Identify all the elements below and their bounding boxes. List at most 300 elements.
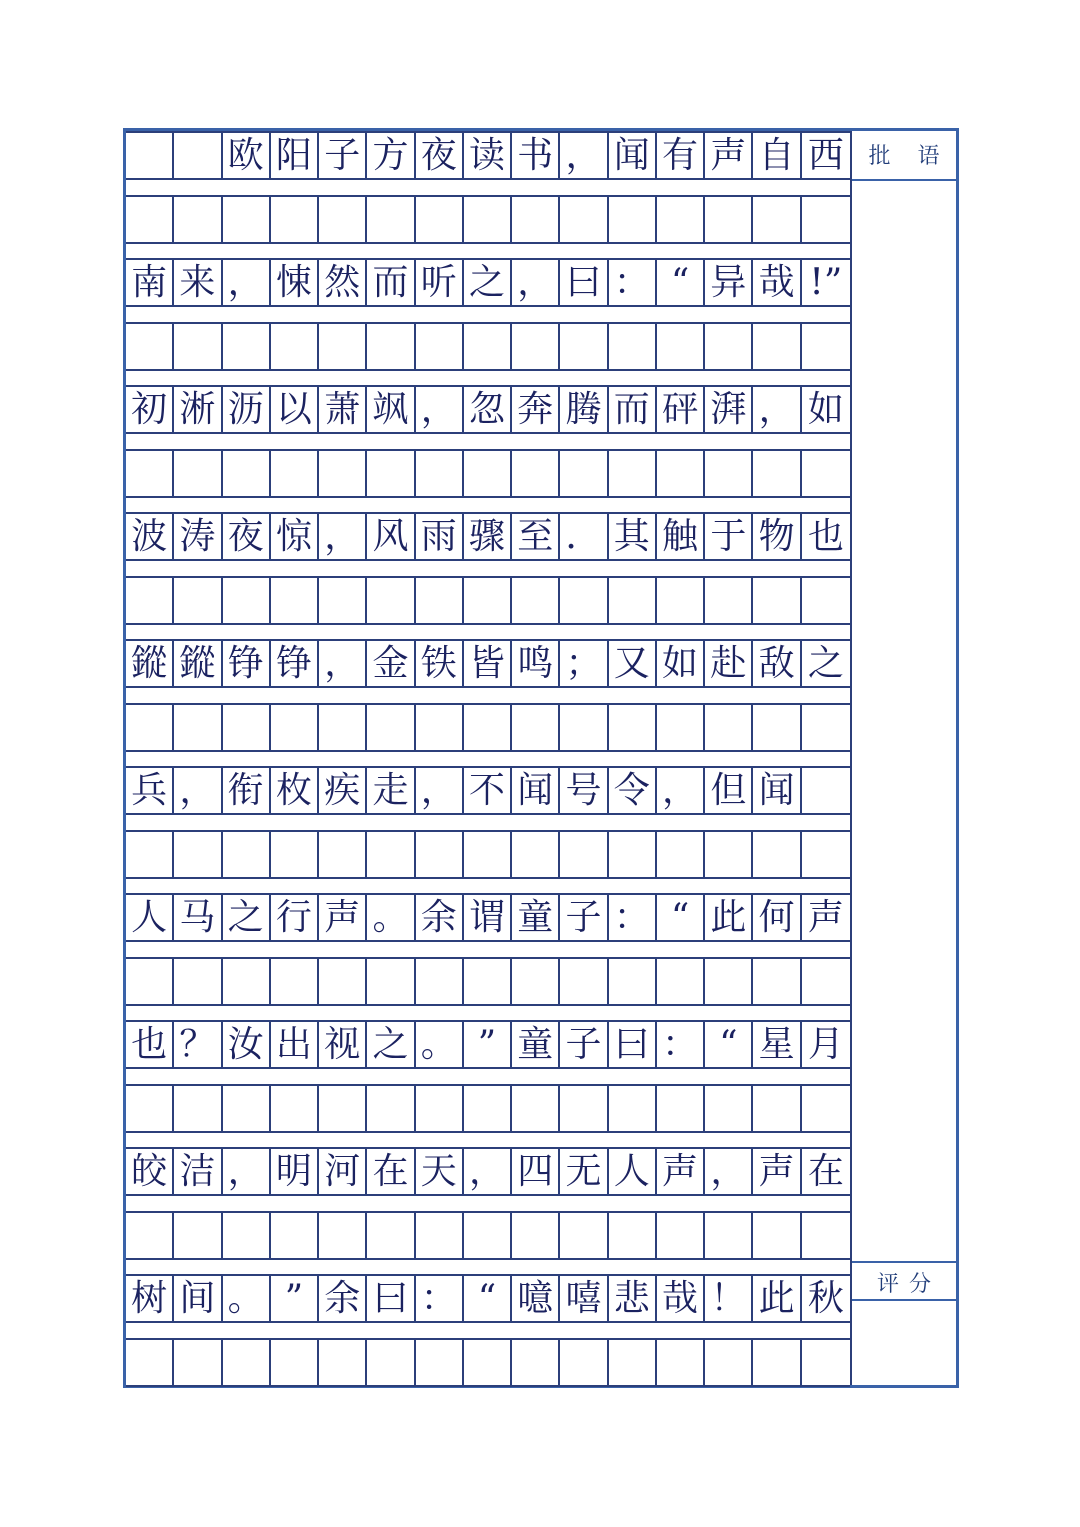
grid-cell	[512, 578, 560, 623]
grid-cell: 金	[367, 641, 415, 686]
grid-cell	[319, 832, 367, 877]
grid-cell	[512, 705, 560, 750]
character-grid	[126, 131, 850, 1385]
grid-cell	[367, 705, 415, 750]
grid-cell	[609, 832, 657, 877]
grid-cell	[223, 1340, 271, 1385]
grid-cell: 疾	[319, 768, 367, 813]
grid-cell: 子	[319, 133, 367, 178]
grid-cell: 童	[512, 895, 560, 940]
grid-cell	[464, 832, 512, 877]
grid-cell	[609, 451, 657, 496]
grid-cell: 不	[464, 768, 512, 813]
grid-cell	[609, 578, 657, 623]
grid-cell	[319, 1213, 367, 1258]
text-row	[126, 1020, 850, 1069]
comment-label: 批 语	[868, 144, 950, 169]
grid-cell	[416, 451, 464, 496]
grid-cell	[560, 1340, 608, 1385]
grid-cell	[271, 578, 319, 623]
grid-cell: 谓	[464, 895, 512, 940]
grid-cell: 读	[464, 133, 512, 178]
grid-cell	[802, 197, 850, 242]
grid-cell	[319, 1340, 367, 1385]
grid-cell	[416, 578, 464, 623]
grid-cell	[126, 1213, 174, 1258]
grid-cell: 方	[367, 133, 415, 178]
blank-row	[126, 449, 850, 498]
grid-cell: 惊	[271, 514, 319, 559]
grid-cell: 敌	[753, 641, 801, 686]
grid-cell: 四	[512, 1149, 560, 1194]
grid-cell	[560, 832, 608, 877]
grid-cell: 声	[705, 133, 753, 178]
grid-cell: 汝	[223, 1022, 271, 1067]
grid-cell: 走	[367, 768, 415, 813]
grid-cell: 雨	[416, 514, 464, 559]
grid-cell	[416, 324, 464, 369]
grid-cell: 秋	[807, 1277, 844, 1319]
grid-cell: 忽	[464, 387, 512, 432]
grid-cell: 但	[705, 768, 753, 813]
grid-cell	[126, 1086, 174, 1131]
grid-cell	[319, 705, 367, 750]
grid-cell	[560, 959, 608, 1004]
grid-cell: 曰	[609, 1022, 657, 1067]
grid-cell: 月	[807, 1023, 844, 1065]
grid-cell: ，	[223, 1149, 271, 1194]
grid-cell	[174, 451, 222, 496]
grid-cell: 有	[657, 133, 705, 178]
grid-cell: 出	[271, 1022, 319, 1067]
grid-cell: 闻	[609, 133, 657, 178]
grid-cell	[319, 324, 367, 369]
grid-cell	[174, 705, 222, 750]
grid-cell	[464, 1340, 512, 1385]
grid-cell: 余	[416, 895, 464, 940]
grid-cell	[512, 324, 560, 369]
grid-cell	[705, 1213, 753, 1258]
grid-cell	[223, 1086, 271, 1131]
grid-cell	[705, 832, 753, 877]
grid-cell: 异	[705, 260, 753, 305]
grid-cell	[464, 451, 512, 496]
grid-cell	[705, 197, 753, 242]
grid-cell	[753, 324, 801, 369]
grid-cell	[609, 1086, 657, 1131]
grid-cell: 声	[807, 896, 844, 938]
text-row	[126, 1147, 850, 1196]
grid-cell	[416, 832, 464, 877]
grid-cell: 湃	[705, 387, 753, 432]
grid-cell: 也	[807, 515, 844, 557]
grid-cell	[802, 1213, 850, 1258]
grid-cell: 如	[657, 641, 705, 686]
grid-cell	[802, 324, 850, 369]
grid-cell	[512, 197, 560, 242]
grid-cell: 曰	[367, 1276, 415, 1321]
grid-cell	[560, 1086, 608, 1131]
blank-row	[126, 1211, 850, 1260]
blank-row	[126, 830, 850, 879]
grid-cell: 之	[367, 1022, 415, 1067]
grid-cell: 欧	[223, 133, 271, 178]
grid-cell: 如	[807, 388, 844, 430]
grid-cell: 子	[560, 1022, 608, 1067]
grid-cell: 。	[223, 1276, 271, 1321]
grid-cell	[802, 959, 850, 1004]
grid-cell	[512, 1340, 560, 1385]
grid-cell	[174, 1213, 222, 1258]
grid-cell	[609, 197, 657, 242]
grid-cell	[126, 959, 174, 1004]
grid-cell: 余	[319, 1276, 367, 1321]
grid-cell	[753, 451, 801, 496]
grid-cell: 在	[807, 1150, 844, 1192]
grid-cell: ．	[560, 514, 608, 559]
grid-cell: 河	[319, 1149, 367, 1194]
grid-cell: ，	[319, 514, 367, 559]
grid-cell	[464, 1213, 512, 1258]
grid-cell	[223, 324, 271, 369]
grid-cell	[657, 578, 705, 623]
grid-cell: ，	[560, 133, 608, 178]
composition-sheet	[123, 128, 959, 1388]
grid-cell: 风	[367, 514, 415, 559]
grid-cell: ：	[609, 895, 657, 940]
grid-cell	[367, 324, 415, 369]
grid-cell	[560, 197, 608, 242]
grid-cell	[464, 959, 512, 1004]
text-row	[126, 258, 850, 307]
grid-cell	[223, 451, 271, 496]
grid-cell: 西	[807, 134, 844, 176]
grid-cell: 至	[512, 514, 560, 559]
grid-cell	[705, 959, 753, 1004]
grid-cell	[271, 1340, 319, 1385]
grid-cell: 骤	[464, 514, 512, 559]
grid-cell: 之	[223, 895, 271, 940]
grid-cell: ：	[416, 1276, 464, 1321]
grid-cell: ，	[416, 768, 464, 813]
grid-cell	[319, 451, 367, 496]
grid-cell	[753, 832, 801, 877]
grid-cell	[126, 578, 174, 623]
grid-cell: 枚	[271, 768, 319, 813]
grid-cell: 涛	[174, 514, 222, 559]
grid-cell	[126, 324, 174, 369]
text-row	[126, 131, 850, 180]
grid-cell: 噫	[512, 1276, 560, 1321]
grid-cell: 皎	[126, 1149, 174, 1194]
grid-cell: 奔	[512, 387, 560, 432]
grid-cell: 兵	[126, 768, 174, 813]
grid-cell	[126, 832, 174, 877]
grid-cell	[512, 451, 560, 496]
text-row	[126, 766, 850, 815]
grid-cell: 鸣	[512, 641, 560, 686]
grid-cell: 阳	[271, 133, 319, 178]
grid-cell	[271, 705, 319, 750]
grid-cell: 铮	[223, 641, 271, 686]
grid-cell	[657, 197, 705, 242]
grid-cell: 也	[126, 1022, 174, 1067]
grid-cell: 曰	[560, 260, 608, 305]
grid-cell	[126, 705, 174, 750]
grid-cell	[223, 705, 271, 750]
text-row	[126, 1274, 850, 1323]
grid-cell	[657, 959, 705, 1004]
grid-cell: 声	[319, 895, 367, 940]
grid-cell	[802, 451, 850, 496]
grid-cell	[174, 324, 222, 369]
text-row	[126, 512, 850, 561]
grid-cell	[367, 959, 415, 1004]
grid-cell	[560, 1213, 608, 1258]
grid-cell: 嘻	[560, 1276, 608, 1321]
grid-cell	[657, 1213, 705, 1258]
grid-cell	[174, 832, 222, 877]
grid-cell: 飒	[367, 387, 415, 432]
grid-cell	[174, 133, 222, 178]
grid-cell	[657, 1340, 705, 1385]
grid-cell	[753, 705, 801, 750]
grid-cell	[367, 1213, 415, 1258]
grid-cell: 波	[126, 514, 174, 559]
grid-cell: ”	[464, 1022, 512, 1067]
grid-cell: 此	[705, 895, 753, 940]
grid-cell: ，	[416, 387, 464, 432]
grid-cell	[367, 451, 415, 496]
grid-cell	[753, 1340, 801, 1385]
grid-cell	[174, 578, 222, 623]
grid-cell	[174, 1086, 222, 1131]
grid-cell	[657, 324, 705, 369]
grid-cell: ！	[705, 1276, 753, 1321]
grid-cell: 星	[753, 1022, 801, 1067]
grid-cell	[223, 832, 271, 877]
grid-cell: 触	[657, 514, 705, 559]
grid-cell	[416, 1340, 464, 1385]
blank-row	[126, 703, 850, 752]
grid-cell: 之	[464, 260, 512, 305]
grid-cell	[319, 197, 367, 242]
grid-cell: ：	[609, 260, 657, 305]
grid-cell	[512, 1213, 560, 1258]
grid-cell	[657, 705, 705, 750]
blank-row	[126, 1084, 850, 1133]
grid-cell: 声	[657, 1149, 705, 1194]
grid-cell: “	[657, 260, 705, 305]
grid-cell	[753, 1086, 801, 1131]
grid-cell: 腾	[560, 387, 608, 432]
grid-cell: 砰	[657, 387, 705, 432]
grid-cell	[705, 578, 753, 623]
grid-cell: 书	[512, 133, 560, 178]
grid-cell: “	[464, 1276, 512, 1321]
grid-cell: “	[657, 895, 705, 940]
grid-cell: 铁	[416, 641, 464, 686]
grid-cell: 天	[416, 1149, 464, 1194]
grid-cell	[416, 1086, 464, 1131]
grid-cell: 闻	[753, 768, 801, 813]
grid-cell: 其	[609, 514, 657, 559]
grid-cell	[319, 1086, 367, 1131]
grid-cell	[319, 578, 367, 623]
text-row	[126, 893, 850, 942]
grid-cell	[802, 578, 850, 623]
grid-cell: ，	[223, 260, 271, 305]
grid-cell: ，	[705, 1149, 753, 1194]
grid-cell: 闻	[512, 768, 560, 813]
grid-cell: ：	[657, 1022, 705, 1067]
grid-cell: ，	[753, 387, 801, 432]
grid-cell: 南	[126, 260, 174, 305]
score-label: 评分	[876, 1272, 941, 1297]
grid-cell	[512, 959, 560, 1004]
grid-cell: ，	[464, 1149, 512, 1194]
grid-cell: 此	[753, 1276, 801, 1321]
grid-cell: ，	[319, 641, 367, 686]
grid-cell	[802, 768, 850, 813]
grid-cell	[223, 197, 271, 242]
grid-cell	[271, 451, 319, 496]
grid-cell	[126, 197, 174, 242]
grid-cell	[657, 1086, 705, 1131]
blank-row	[126, 957, 850, 1006]
grid-cell: 夜	[416, 133, 464, 178]
grid-cell: 明	[271, 1149, 319, 1194]
grid-cell: 间	[174, 1276, 222, 1321]
score-divider-bottom	[852, 1299, 956, 1301]
grid-cell: 令	[609, 768, 657, 813]
grid-cell	[609, 324, 657, 369]
grid-cell	[802, 1086, 850, 1131]
grid-cell: 鏦	[174, 641, 222, 686]
grid-cell	[560, 705, 608, 750]
grid-cell: 于	[705, 514, 753, 559]
grid-cell	[464, 705, 512, 750]
grid-cell	[464, 324, 512, 369]
grid-cell	[753, 1213, 801, 1258]
grid-cell: 马	[174, 895, 222, 940]
text-row	[126, 639, 850, 688]
grid-cell	[609, 1213, 657, 1258]
grid-cell: 。	[416, 1022, 464, 1067]
grid-cell: 又	[609, 641, 657, 686]
grid-cell: “	[705, 1022, 753, 1067]
grid-cell	[223, 1213, 271, 1258]
grid-cell	[657, 832, 705, 877]
grid-cell	[657, 451, 705, 496]
grid-cell: ，	[657, 768, 705, 813]
grid-cell	[802, 705, 850, 750]
grid-cell	[560, 578, 608, 623]
grid-cell: 人	[126, 895, 174, 940]
grid-cell: ，	[512, 260, 560, 305]
grid-cell	[753, 578, 801, 623]
grid-cell	[271, 1086, 319, 1131]
grid-cell	[367, 578, 415, 623]
grid-cell	[174, 1340, 222, 1385]
grid-cell	[416, 197, 464, 242]
grid-cell	[609, 705, 657, 750]
grid-cell: 哉	[657, 1276, 705, 1321]
grid-cell: 悲	[609, 1276, 657, 1321]
grid-cell: 然	[319, 260, 367, 305]
grid-cell	[802, 832, 850, 877]
grid-cell	[126, 451, 174, 496]
grid-cell: 初	[126, 387, 174, 432]
grid-cell	[560, 324, 608, 369]
grid-cell: 洁	[174, 1149, 222, 1194]
blank-row	[126, 322, 850, 371]
grid-cell: 物	[753, 514, 801, 559]
grid-cell: 萧	[319, 387, 367, 432]
grid-cell: 视	[319, 1022, 367, 1067]
grid-cell: 之	[807, 642, 844, 684]
grid-cell	[271, 1213, 319, 1258]
grid-cell	[705, 1340, 753, 1385]
grid-cell	[126, 133, 174, 178]
grid-cell	[271, 324, 319, 369]
grid-cell	[464, 578, 512, 623]
comment-divider	[852, 179, 956, 181]
grid-cell	[705, 451, 753, 496]
grid-cell	[223, 959, 271, 1004]
grid-cell	[609, 1340, 657, 1385]
grid-cell: ？	[174, 1022, 222, 1067]
grid-cell: ，	[174, 768, 222, 813]
grid-cell	[416, 959, 464, 1004]
grid-cell	[416, 1213, 464, 1258]
grid-cell: 童	[512, 1022, 560, 1067]
grid-cell: 而	[367, 260, 415, 305]
grid-cell	[319, 959, 367, 1004]
side-panel	[850, 131, 956, 1385]
grid-cell: 听	[416, 260, 464, 305]
grid-cell	[367, 1086, 415, 1131]
grid-cell	[174, 959, 222, 1004]
grid-cell	[126, 1340, 174, 1385]
grid-cell: 自	[753, 133, 801, 178]
grid-cell: 赴	[705, 641, 753, 686]
grid-cell: 在	[367, 1149, 415, 1194]
grid-cell	[271, 832, 319, 877]
blank-row	[126, 576, 850, 625]
grid-cell	[753, 197, 801, 242]
grid-cell: 淅	[174, 387, 222, 432]
grid-cell: 来	[174, 260, 222, 305]
grid-cell: 树	[126, 1276, 174, 1321]
grid-cell: 号	[560, 768, 608, 813]
grid-cell	[271, 959, 319, 1004]
grid-cell	[609, 959, 657, 1004]
grid-cell: !”	[809, 261, 843, 303]
grid-cell: 无	[560, 1149, 608, 1194]
grid-cell	[512, 1086, 560, 1131]
grid-cell	[367, 197, 415, 242]
grid-cell	[560, 451, 608, 496]
grid-cell	[464, 1086, 512, 1131]
grid-cell: 子	[560, 895, 608, 940]
text-row	[126, 385, 850, 434]
grid-cell: 声	[753, 1149, 801, 1194]
grid-cell	[223, 578, 271, 623]
grid-cell: 以	[271, 387, 319, 432]
grid-cell: 沥	[223, 387, 271, 432]
grid-cell	[512, 832, 560, 877]
